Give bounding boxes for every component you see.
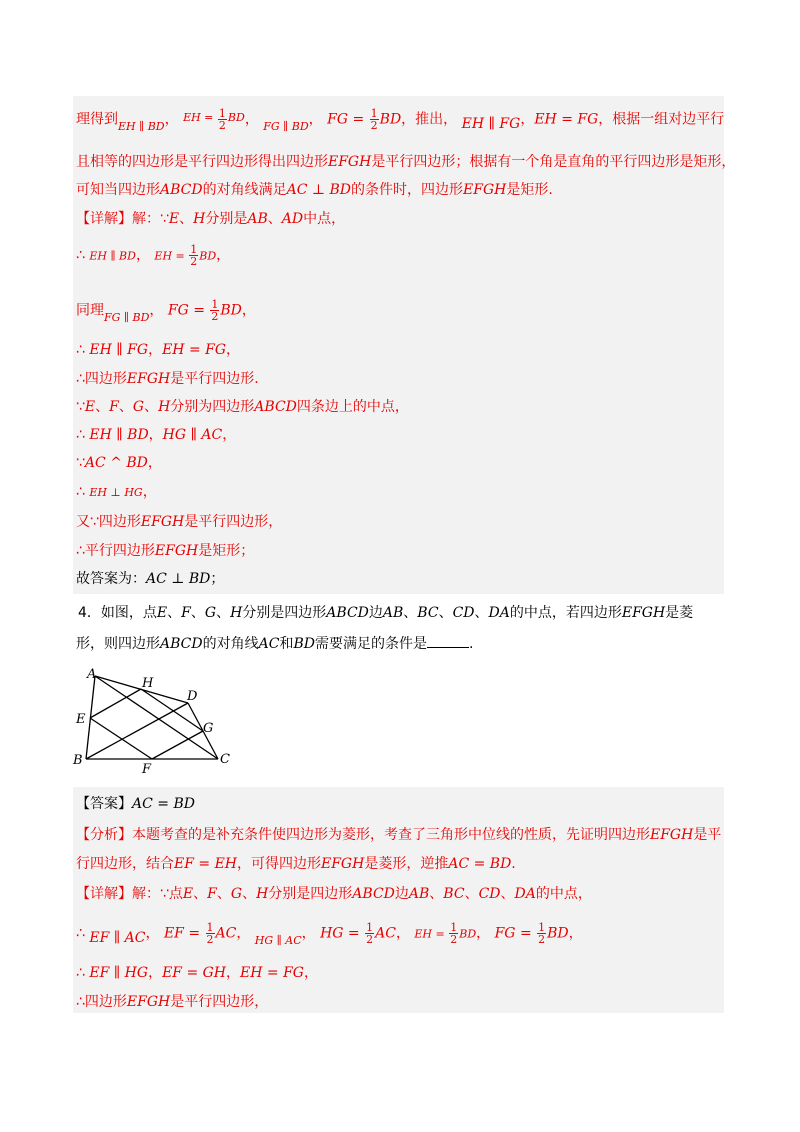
answer-blank <box>427 633 469 648</box>
analysis-line-2: 且相等的四边形是平行四边形得出四边形EFGH是平行四边形；根据有一个角是直角的平行四边形是矩形， <box>76 154 736 170</box>
detail-line-11: ∴平行四边形EFGH是矩形； <box>76 543 255 559</box>
label-b: B <box>73 753 83 768</box>
segment-he <box>90 689 141 718</box>
q4-analysis-line-2: 行四边形，结合EF = EH，可得四边形EFGH是菱形，逆推AC = BD. <box>76 856 516 872</box>
detail-line-10: 又∵四边形EFGH是平行四边形， <box>76 514 283 530</box>
label-e: E <box>76 712 86 727</box>
q4-analysis-line-1: 【分析】本题考查的是补充条件使四边形为菱形，考查了三角形中位线的性质，先证明四边形EFGH是平 <box>76 827 722 843</box>
label-h: H <box>142 676 154 691</box>
answer-line: 【答案】AC = BD <box>76 796 195 812</box>
q4-detail-line-3: ∴ EF ∥ HG，EF = GH，EH = FG， <box>76 965 318 981</box>
q4-detail-line-1: 【详解】解：∵点E、F、G、H分别是四边形ABCD边AB、BC、CD、DA的中点， <box>76 886 592 902</box>
detail-line-8: ∵AC ^ BD， <box>76 455 162 471</box>
detail-line-9: ∴ EH ⊥ HG， <box>76 484 157 500</box>
segment-fg <box>152 731 203 759</box>
analysis-line-3: 可知当四边形ABCD的对角线满足AC ⊥ BD的条件时，四边形EFGH是矩形. <box>76 182 553 198</box>
diagonal-ac <box>95 676 218 759</box>
question-4-line-2: 形，则四边形ABCD的对角线AC和BD需要满足的条件是 . <box>76 633 473 654</box>
question-4-line-1: 4．如图，点E、F、G、H分别是四边形ABCD边AB、BC、CD、DA的中点，若四边形EFGH是菱 <box>78 605 694 621</box>
detail-line-3: 同理$_{FG \parallel BD}$， FG = $\frac{1}{2}$ BD， <box>76 298 256 324</box>
detail-line-1: 【详解】解：∵E、H分别是AB、AD中点， <box>76 211 346 227</box>
detail-line-6: ∵E、F、G、H分别为四边形ABCD四条边上的中点， <box>76 399 409 415</box>
quadrilateral-figure <box>70 666 240 776</box>
label-d: D <box>187 689 198 704</box>
q4-detail-line-4: ∴四边形EFGH是平行四边形， <box>76 994 269 1010</box>
detail-line-5: ∴四边形EFGH是平行四边形. <box>76 371 259 387</box>
label-a: A <box>87 667 97 682</box>
label-g: G <box>203 721 214 736</box>
final-answer-line: 故答案为：AC ⊥ BD； <box>76 571 225 587</box>
q4-detail-line-2: ∴ EF ∥ AC， EF = $\frac{1}{2}$ AC， $_{HG \parallel AC}$， HG = $\frac{1}{2}$ AC， EH = $\frac{1}{2}$ BD， FG = $\frac{1}{2}$ BD， <box>76 921 583 947</box>
detail-line-7: ∴ EH ∥ BD，HG ∥ AC， <box>76 427 237 443</box>
label-f: F <box>142 762 152 776</box>
detail-line-2: ∴ EH ∥ BD， EH = $\frac{1}{2}$ BD， <box>76 243 231 268</box>
analysis-line-1: 理得到$_{EH \parallel BD}$， $^{EH =}$ $\frac{1}{2}$ $^{BD}$， $_{FG \parallel BD}$， FG = $\frac{1}{2}$ BD，推出， EH ∥ FG，EH = FG，根据一组对边平行 <box>76 107 725 133</box>
segment-ef <box>90 718 152 759</box>
detail-line-4: ∴ EH ∥ FG，EH = FG， <box>76 342 241 358</box>
label-c: C <box>220 752 230 767</box>
